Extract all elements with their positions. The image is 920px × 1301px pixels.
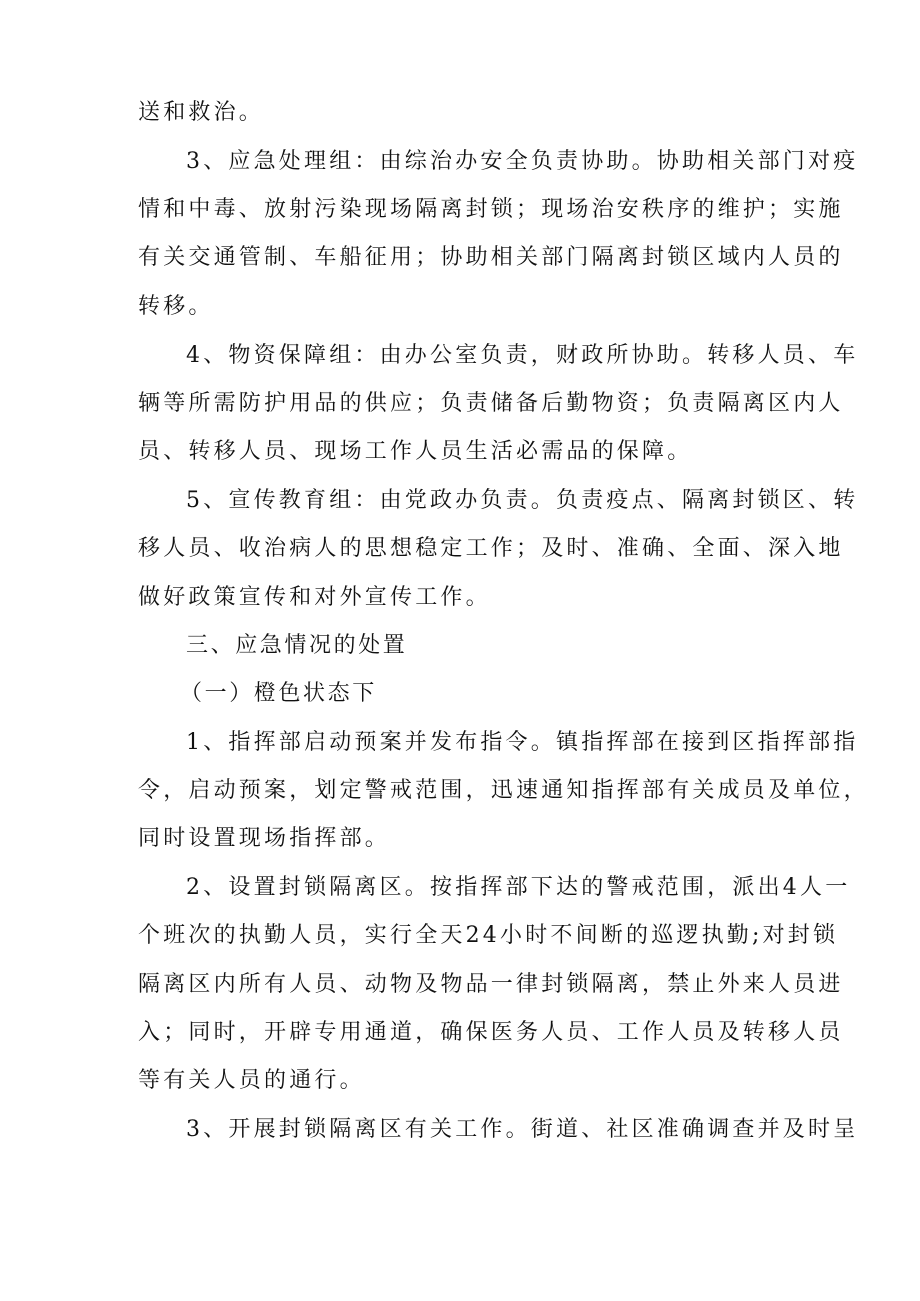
paragraph-line: 4、物资保障组：由办公室负责，财政所协助。转移人员、车 [186, 343, 859, 368]
paragraph-line: 个班次的执勤人员，实行全天24小时不间断的巡逻执勤;对封锁 [138, 923, 839, 948]
paragraph-line: 送和救治。 [138, 100, 265, 125]
paragraph-line: 1、指挥部启动预案并发布指令。镇指挥部在接到区指挥部指 [186, 730, 859, 755]
paragraph-line: 同时设置现场指挥部。 [138, 826, 391, 851]
paragraph-line: 做好政策宣传和对外宣传工作。 [138, 585, 491, 610]
paragraph-line: 转移。 [138, 294, 214, 319]
paragraph-line: 入；同时，开辟专用通道，确保医务人员、工作人员及转移人员 [138, 1020, 844, 1045]
paragraph-line: 5、宣传教育组：由党政办负责。负责疫点、隔离封锁区、转 [186, 488, 859, 513]
paragraph-line: 辆等所需防护用品的供应；负责储备后勤物资；负责隔离区内人 [138, 391, 844, 416]
paragraph-line: 3、开展封锁隔离区有关工作。街道、社区准确调查并及时呈 [186, 1117, 859, 1142]
paragraph-line: 等有关人员的通行。 [138, 1068, 365, 1093]
paragraph-line: 令，启动预案，划定警戒范围，迅速通知指挥部有关成员及单位， [138, 778, 869, 803]
paragraph-line: 情和中毒、放射污染现场隔离封锁；现场治安秩序的维护；实施 [138, 197, 844, 222]
paragraph-line: 3、应急处理组：由综治办安全负责协助。协助相关部门对疫 [186, 149, 859, 174]
paragraph-line: 隔离区内所有人员、动物及物品一律封锁隔离，禁止外来人员进 [138, 972, 844, 997]
paragraph-line: 2、设置封锁隔离区。按指挥部下达的警戒范围，派出4人一 [186, 875, 851, 900]
paragraph-line: 有关交通管制、车船征用；协助相关部门隔离封锁区域内人员的 [138, 245, 844, 270]
paragraph-line: 移人员、收治病人的思想稳定工作；及时、准确、全面、深入地 [138, 536, 844, 561]
paragraph-line: 员、转移人员、现场工作人员生活必需品的保障。 [138, 439, 693, 464]
subsection-heading: （一）橙色状态下 [180, 681, 377, 706]
section-heading: 三、应急情况的处置 [186, 633, 408, 658]
